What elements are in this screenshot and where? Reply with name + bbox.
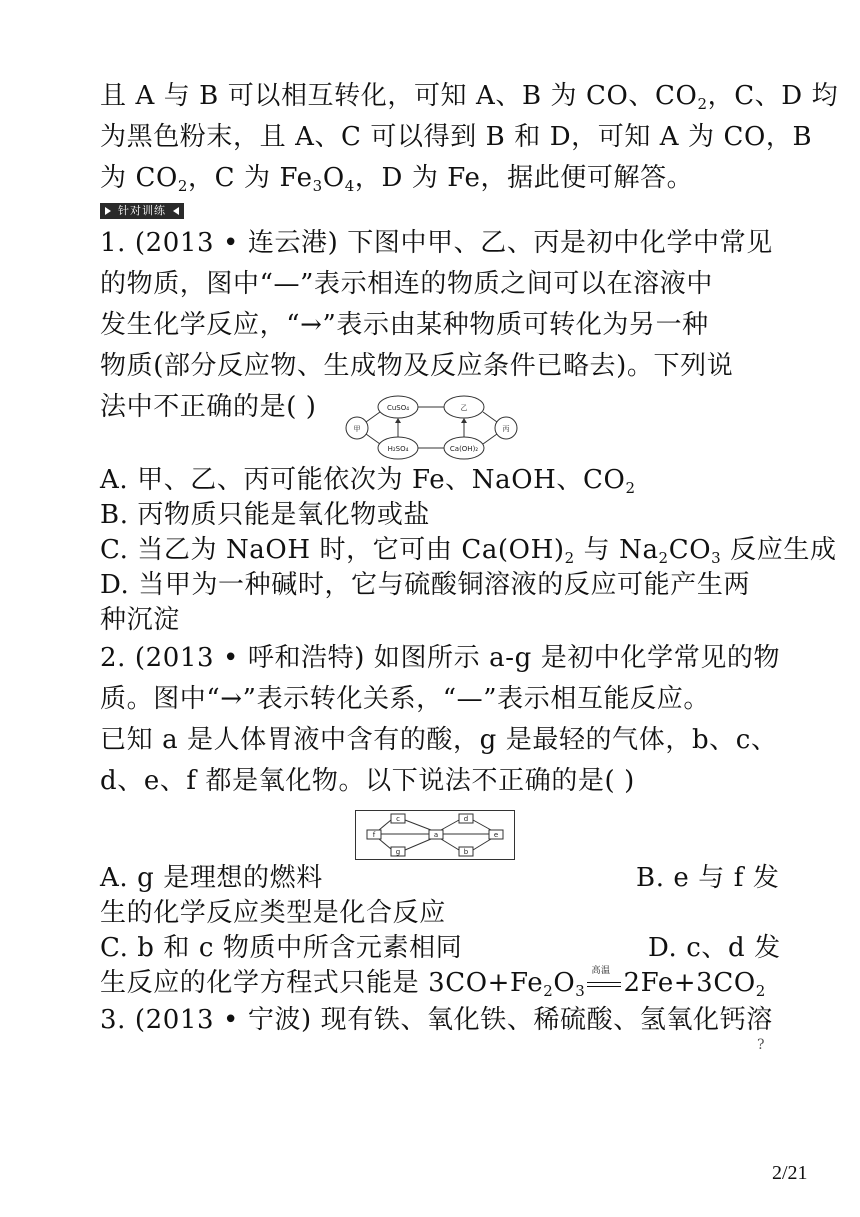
label-b: b xyxy=(463,848,469,856)
equals-double-line xyxy=(587,982,621,987)
q1-reaction-diagram xyxy=(340,392,525,466)
intro-line-2: 为黑色粉末，且 A、C 可以得到 B 和 D，可知 A 为 CO，B xyxy=(100,122,813,152)
q1-option-d-2: 种沉淀 xyxy=(100,605,180,635)
text: C. 当乙为 NaOH 时，它可由 Ca(OH) xyxy=(100,535,565,565)
text: CO xyxy=(668,535,712,565)
q2-reaction-diagram xyxy=(355,810,515,860)
triangle-left-icon xyxy=(173,207,179,215)
condition-label: 高温 xyxy=(591,966,611,976)
text: ，C 为 Fe xyxy=(188,163,313,193)
label-bing: 丙 xyxy=(502,425,510,433)
q3-line-1: 3. (2013 • 宁波) 现有铁、氧化铁、稀硫酸、氢氧化钙溶 xyxy=(100,1005,773,1035)
text: ，D 为 Fe，据此便可解答。 xyxy=(354,163,694,193)
text: 且 A 与 B 可以相互转化，可知 A、B 为 CO、CO xyxy=(100,81,698,111)
q2-option-c: C. b 和 c 物质中所含元素相同 xyxy=(100,933,463,963)
subscript: 2 xyxy=(625,479,636,497)
page-number: 2/21 xyxy=(772,1162,808,1184)
intro-line-3 xyxy=(100,158,693,206)
label-cuso4: CuSO₄ xyxy=(386,404,410,412)
q2-line-1: 2. (2013 • 呼和浩特) 如图所示 a-g 是初中化学常见的物 xyxy=(100,643,781,673)
q2-option-b-1: B. e 与 f 发 xyxy=(636,863,780,893)
q1-line-2: 的物质，图中“—”表示相连的物质之间可以在溶液中 xyxy=(100,269,713,299)
label-h2so4: H₂SO₄ xyxy=(387,445,409,453)
text: 2Fe+3CO xyxy=(623,968,756,998)
text: 为 CO xyxy=(100,163,178,193)
q2-line-2: 质。图中“→”表示转化关系，“—”表示相互能反应。 xyxy=(100,684,710,714)
q1-option-d-1: D. 当甲为一种碱时，它与硫酸铜溶液的反应可能产生两 xyxy=(100,570,751,600)
q1-option-b: B. 丙物质只能是氧化物或盐 xyxy=(100,500,431,530)
section-badge-label: 针对训练 xyxy=(118,204,166,217)
label-g: g xyxy=(395,848,401,856)
label-e: e xyxy=(493,831,499,839)
text: 生反应的化学方程式只能是 3CO+Fe xyxy=(100,968,544,998)
label-yi: 乙 xyxy=(460,404,468,412)
section-badge xyxy=(100,203,184,219)
subscript: 2 xyxy=(564,549,575,567)
subscript: 2 xyxy=(755,982,766,1000)
label-a: a xyxy=(433,831,439,839)
label-caoh2: Ca(OH)₂ xyxy=(449,445,479,453)
q1-line-5: 法中不正确的是( ) xyxy=(100,392,317,422)
q1-line-4: 物质(部分反应物、生成物及反应条件已略去)。下列说 xyxy=(100,351,734,381)
text: O xyxy=(322,163,345,193)
q2-line-3: 已知 a 是人体胃液中含有的酸，g 是最轻的气体，b、c、 xyxy=(100,725,778,755)
label-f: f xyxy=(372,831,376,839)
text: ，C、D 均 xyxy=(707,81,839,111)
subscript: 3 xyxy=(312,177,323,195)
label-jia: 甲 xyxy=(353,425,361,433)
subscript: 3 xyxy=(575,982,586,1000)
q2-option-d-1: D. c、d 发 xyxy=(648,933,781,963)
q2-line-4: d、e、f 都是氧化物。以下说法不正确的是( ) xyxy=(100,766,635,796)
subscript: 4 xyxy=(344,177,355,195)
label-d: d xyxy=(463,815,469,823)
q2-option-a-row xyxy=(100,858,323,898)
text: 反应生成 xyxy=(721,535,837,565)
q2-option-a: A. g 是理想的燃料 xyxy=(100,863,323,893)
subscript: 3 xyxy=(711,549,722,567)
subscript: 2 xyxy=(543,982,554,1000)
text: O xyxy=(553,968,576,998)
q2-option-b-2: 生的化学反应类型是化合反应 xyxy=(100,898,446,928)
stray-mark: ? xyxy=(757,1037,765,1053)
text: 与 Na xyxy=(574,535,659,565)
q1-line-3: 发生化学反应，“→”表示由某种物质可转化为另一种 xyxy=(100,310,709,340)
label-c: c xyxy=(396,815,400,823)
reaction-condition xyxy=(585,966,623,994)
text: A. 甲、乙、丙可能依次为 Fe、NaOH、CO xyxy=(100,465,626,495)
triangle-right-icon xyxy=(105,207,111,215)
subscript: 2 xyxy=(658,549,669,567)
subscript: 2 xyxy=(177,177,189,195)
q1-line-1: 1. (2013 • 连云港) 下图中甲、乙、丙是初中化学中常见 xyxy=(100,228,773,258)
subscript: 2 xyxy=(697,95,708,113)
